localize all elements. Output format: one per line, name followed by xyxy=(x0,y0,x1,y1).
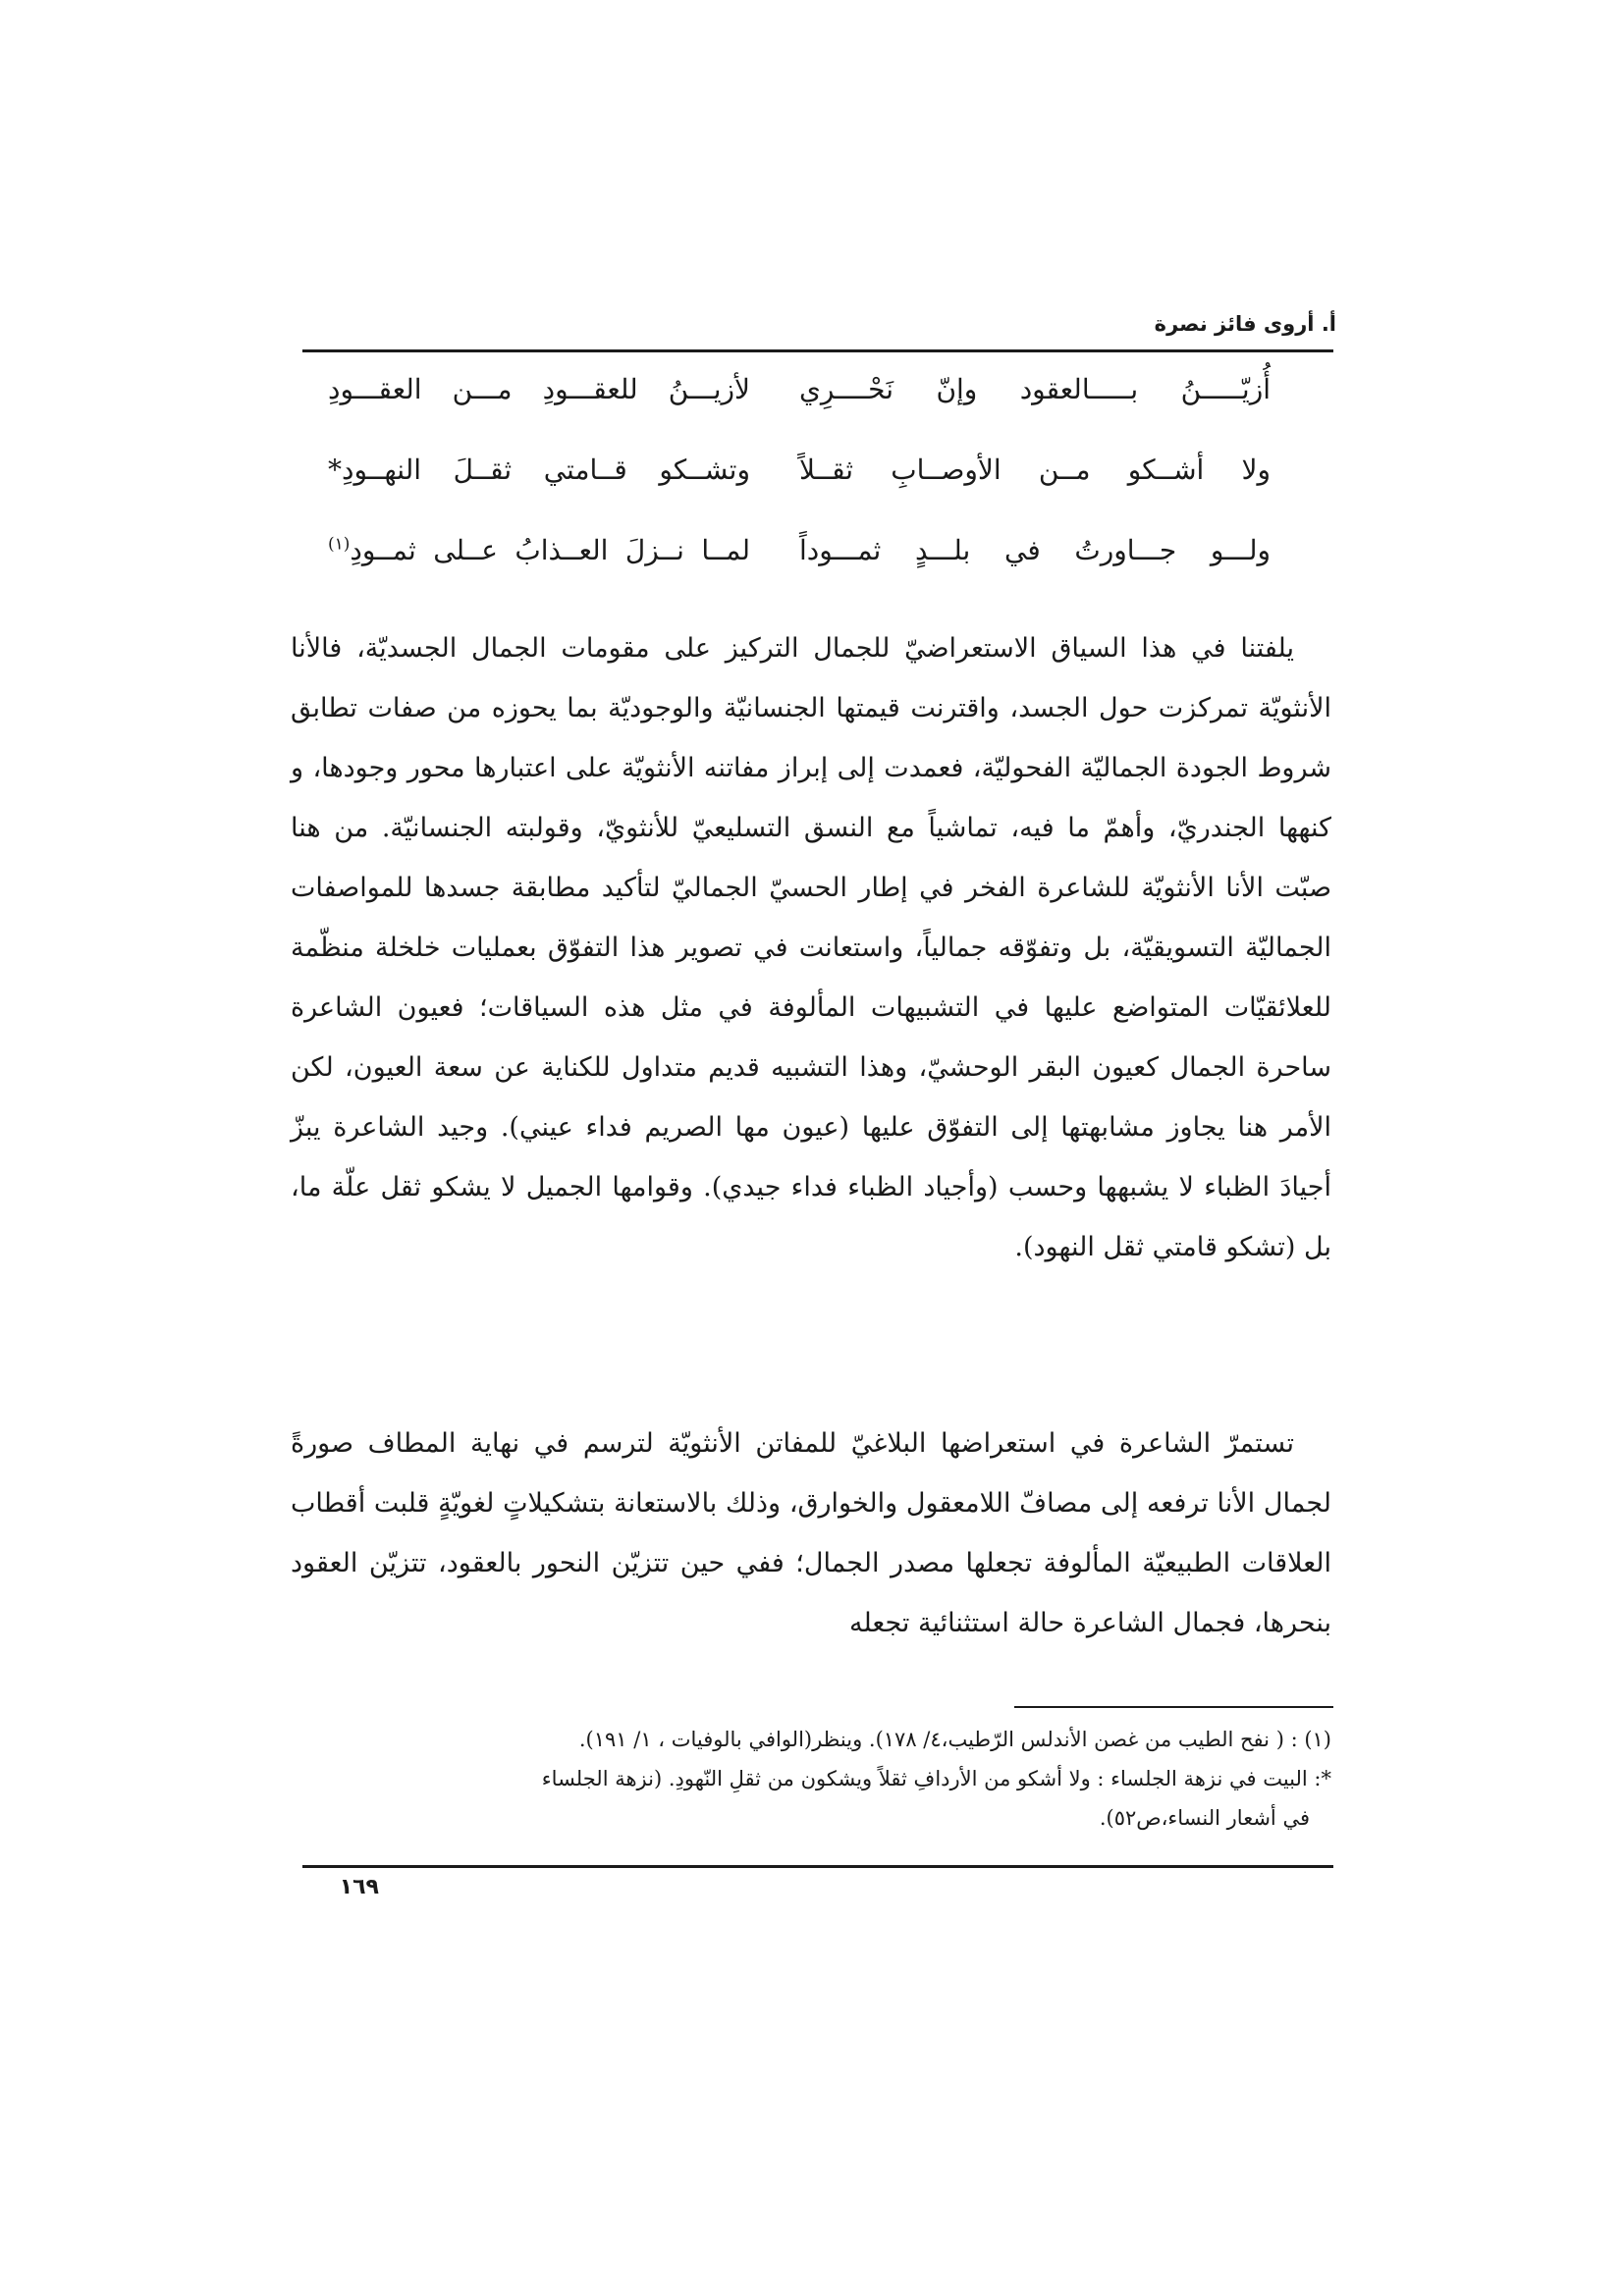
verse-first-hemistich: ولا أشــكو مــن الأوصــابِ ثقــلاً xyxy=(799,454,1271,486)
running-head: أ. أروى فائز نصرة xyxy=(1154,312,1336,336)
footnote-reference: (١) xyxy=(328,534,351,555)
verse-second-hemistich: لمــا نــزلَ العــذابُ عــلى ثمــودِ$^{(١)}$ xyxy=(328,534,750,566)
verse-second-hemistich: لأزيـــنُ للعقـــودِ مـــن العقـــودِ xyxy=(328,373,750,405)
page-number: ١٦٩ xyxy=(339,1875,379,1899)
footnote-2-continuation: في أشعار النساء،ص٥٢). xyxy=(1099,1806,1310,1830)
verse-first-hemistich: أُزيّـــــنُ بـــــالعقود وإنّ نَحْــــرِي xyxy=(799,373,1271,405)
verse-line xyxy=(328,373,1271,422)
verse-line xyxy=(328,454,1271,503)
body-paragraph: تستمرّ الشاعرة في استعراضها البلاغيّ للمفاتن الأنثويّة لترسم في نهاية المطاف صورةً لجمال الأنا ترفعه إلى مصافّ اللامعقول والخوارق، وذلك بالاستعانة بتشكيلاتٍ لغويّةٍ قلبت أقطاب العلاقات الطبيعيّة المألوفة تجعلها مصدر الجمال؛ ففي حين تتزيّن النحور بالعقود، تتزيّن العقود بنحرها، فجمال الشاعرة حالة استثنائية تجعله xyxy=(291,1428,1331,1638)
footnotes xyxy=(291,1720,1331,1838)
body-paragraph: يلفتنا في هذا السياق الاستعراضيّ للجمال التركيز على مقومات الجمال الجسديّة، فالأنا الأنثويّة تمركزت حول الجسد، واقترنت قيمتها الجنسانيّة والوجوديّة بما يحوزه من صفات تطابق شروط الجودة الجماليّة الفحوليّة، فعمدت إلى إبراز مفاتنه الأنثويّة على اعتبارها محور وجودها، و كنهها الجندريّ، وأهمّ ما فيه، تماشياً مع النسق التسليعيّ للأنثويّ، وقولبته الجنسانيّة. من هنا صبّت الأنا الأنثويّة للشاعرة الفخر في إطار الحسيّ الجماليّ لتأكيد مطابقة جسدها للمواصفات الجماليّة التسويقيّة، بل وتفوّقه جمالياً، واستعانت في تصوير هذا التفوّق بعمليات خلخلة منظّمة للعلائقيّات المتواضع عليها في التشبيهات المألوفة في مثل هذه السياقات؛ فعيون الشاعرة ساحرة الجمال كعيون البقر الوحشيّ، وهذا التشبيه قديم متداول للكناية عن سعة العيون، لكن الأمر هنا يجاوز مشابهتها إلى التفوّق عليها (عيون مها الصريم فداء عيني). وجيد الشاعرة يبزّ أجيادَ الظباء لا يشبهها وحسب (وأجياد الظباء فداء جيدي). وقوامها الجميل لا يشكو ثقل علّة ما، بل (تشكو قامتي ثقل النهود). xyxy=(291,633,1331,1262)
footnote-separator xyxy=(1014,1706,1333,1708)
verse-line xyxy=(328,534,1271,583)
footnote-2: *: البيت في نزهة الجلساء : ولا أشكو من الأردافِ ثقلاً ويشكون من ثقلِ النّهودِ. (نزهة الجلساء xyxy=(541,1767,1331,1790)
verse-second-hemistich: وتشــكو قــامتي ثقــلَ النهــودِ* xyxy=(328,454,750,486)
header-rule xyxy=(302,349,1333,352)
footnote-1: (١) : ( نفح الطيب من غصن الأندلس الرّطيب،٤/ ١٧٨). وينظر(الوافي بالوفيات ، ١/ ١٩١). xyxy=(578,1728,1331,1751)
footer-rule xyxy=(302,1865,1333,1868)
verse-first-hemistich: ولـــو جـــاورتُ في بلـــدٍ ثمـــوداً xyxy=(799,534,1271,566)
